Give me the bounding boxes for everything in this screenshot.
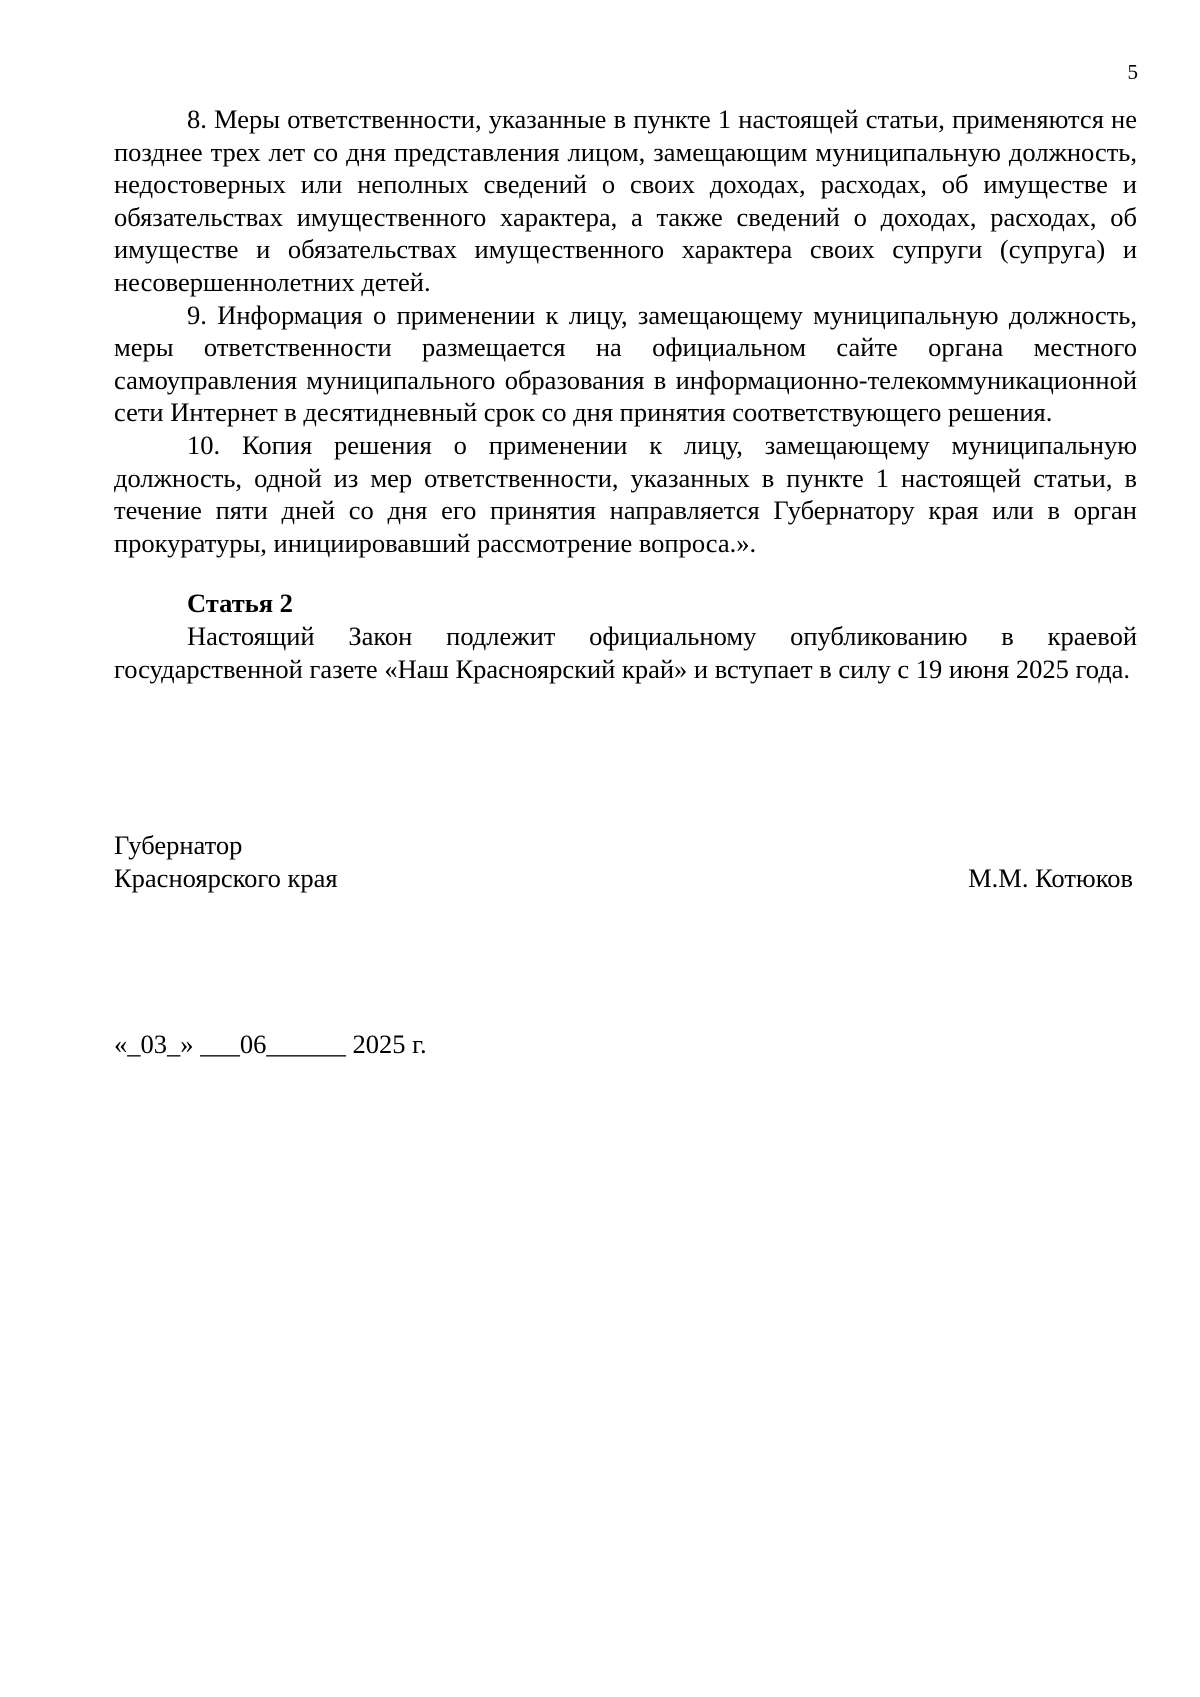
paragraph-10: 10. Копия решения о применении к лицу, замещающему муниципальную должность, одной из мер ответственности, указанных в пункте 1 настоящей статьи, в течение пяти дней со дня его принятия направляется Губернатору края или в орган прокуратуры, инициировавший рассмотрение вопроса.».: [114, 429, 1137, 558]
paragraph-8: 8. Меры ответственности, указанные в пункте 1 настоящей статьи, применяются не позднее трех лет со дня представления лицом, замещающим муниципальную должность, недостоверных или неполных сведений о своих доходах, расходах, об имуществе и обязательствах имущественного характера, а также сведений о доходах, расходах, об имуществе и обязательствах имущественного характера своих супруги (супруга) и несовершеннолетних детей.: [114, 104, 1137, 297]
signing-date: «_03_» ___06______ 2025 г.: [114, 1029, 427, 1059]
signatory-name: М.М. Котюков: [968, 862, 1133, 893]
article-2-title: Статья 2: [187, 588, 293, 619]
document-body: [114, 103, 1137, 685]
signatory-position-line-1: Губернатор: [114, 830, 243, 860]
signatory-position: [114, 829, 338, 894]
signatory-position-line-2: Красноярского края: [114, 862, 338, 893]
page-number: 5: [1127, 60, 1138, 84]
signature-block: [114, 829, 1137, 894]
article-2-text: Настоящий Закон подлежит официальному опубликованию в краевой государственной газете «Наш Красноярский край» и вступает в силу с 19 июня 2025 года.: [114, 620, 1137, 684]
paragraph-9: 9. Информация о применении к лицу, замещающему муниципальную должность, меры ответственности размещается на официальном сайте органа местного самоуправления муниципального образования в информационно-телекоммуникационной сети Интернет в десятидневный срок со дня принятия соответствующего решения.: [114, 299, 1137, 428]
